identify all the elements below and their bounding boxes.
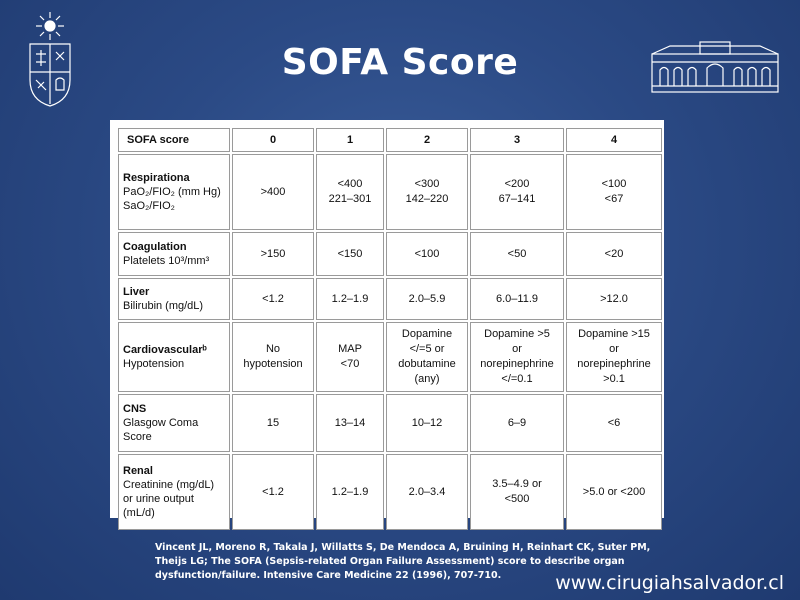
table-row [118,454,662,530]
table-header-row [118,128,662,152]
score-cell [470,454,564,530]
score-criteria-text: <1.2 [262,485,284,498]
score-criteria-text: MAP [338,343,362,355]
score-criteria-text: 67–141 [498,193,536,205]
score-criteria-text: 2.0–5.9 [408,292,446,305]
score-criteria-text: </=0.1 [501,373,533,385]
measure-label: Glasgow Coma [123,417,199,429]
score-criteria-text: <67 [604,193,624,205]
measure-label: (mL/d) [123,507,155,519]
score-cell [316,394,384,452]
score-criteria-text: <200 [504,178,530,190]
score-cell [470,322,564,392]
score-cell [386,454,468,530]
score-cell [386,394,468,452]
score-criteria-text: Dopamine [401,328,453,340]
score-criteria-text: 1.2–1.9 [331,485,369,498]
score-cell [232,454,314,530]
score-criteria-text: >400 [260,185,286,198]
citation-text: Vincent JL, Moreno R, Takala J, Willatts S, De Mendoca A, Bruining H, Reinhart CK, Suter PM, Theijs LG; The SOFA (Sepsis-related Organ Failure Assessment) score to describe organ dysfunction/failure. Intensive Care Medicine 22 (1996), 707-710. [155,542,651,581]
score-cell [386,322,468,392]
table-row [118,322,662,392]
score-cell [566,394,662,452]
measure-label: or urine output [123,493,194,505]
score-cell [232,278,314,320]
score-criteria-text: 1.2–1.9 [331,292,369,305]
score-criteria-text: >12.0 [600,292,628,305]
score-cell [316,232,384,276]
organ-system-name: Liver [123,286,150,298]
score-criteria-text: 13–14 [334,416,366,429]
score-criteria-text: Dopamine >15 [578,328,650,340]
score-cell [316,454,384,530]
table-row [118,278,662,320]
score-cell [232,394,314,452]
table-row [118,394,662,452]
score-criteria-text: 142–220 [405,193,449,205]
measure-label: Bilirubin (mg/dL) [123,300,204,312]
score-cell [386,232,468,276]
score-cell [470,394,564,452]
score-criteria-text: <150 [337,247,363,260]
organ-system-cell [118,154,230,230]
organ-system-cell [118,322,230,392]
score-cell [566,154,662,230]
header-cell: 4 [566,128,662,152]
score-criteria-text: <50 [507,247,527,260]
score-criteria-text: No [265,343,281,355]
score-criteria-text: >5.0 or <200 [582,485,646,498]
score-criteria-text: 221–301 [328,193,372,205]
page-title: SOFA Score [281,42,519,83]
score-cell [316,322,384,392]
score-cell [232,232,314,276]
table-row [118,154,662,230]
score-criteria-text: dobutamine [398,358,456,370]
score-criteria-text: or [609,343,619,355]
organ-system-name: Renal [123,465,153,477]
score-cell [470,154,564,230]
measure-label: Platelets 10³/mm³ [123,255,210,267]
score-criteria-text: <300 [414,178,440,190]
score-criteria-text: (any) [414,373,440,385]
measure-label: PaO₂/FIO₂ (mm Hg) [123,186,221,198]
score-criteria-text: </=5 or [409,343,445,355]
score-criteria-text: <500 [504,493,530,505]
score-criteria-text: 10–12 [411,416,443,429]
header-cell: 3 [470,128,564,152]
header-cell: 2 [386,128,468,152]
score-criteria-text: <6 [607,416,621,429]
score-criteria-text: <100 [601,178,627,190]
sofa-score-table [116,126,664,532]
score-criteria-text: norepinephrine [577,358,651,370]
organ-system-cell [118,394,230,452]
measure-label: SaO₂/FIO₂ [123,200,175,212]
score-cell [566,454,662,530]
measure-label: Creatinine (mg/dL) [123,479,215,491]
organ-system-cell [118,232,230,276]
header-cell: 1 [316,128,384,152]
score-cell [566,278,662,320]
score-criteria-text: <100 [414,247,440,260]
score-criteria-text: 6.0–11.9 [495,292,538,305]
score-cell [316,154,384,230]
header-cell: SOFA score [118,128,230,152]
organ-system-cell [118,278,230,320]
organ-system-cell [118,454,230,530]
header-cell: 0 [232,128,314,152]
score-criteria-text: <20 [604,247,624,260]
score-criteria-text: <70 [340,358,360,370]
organ-system-name: Respirationa [123,172,190,184]
score-cell [470,278,564,320]
score-criteria-text: 3.5–4.9 or [492,478,542,490]
organ-system-name: Cardiovascularᵇ [123,344,207,356]
score-cell [316,278,384,320]
score-criteria-text: >150 [260,247,286,260]
score-criteria-text: 15 [266,416,280,429]
score-criteria-text: Dopamine >5 [484,328,550,340]
organ-system-name: Coagulation [123,241,187,253]
website-url: www.cirugiahsalvador.cl [555,572,784,594]
score-criteria-text: <1.2 [262,292,284,305]
measure-label: Hypotension [123,358,185,370]
score-cell [386,278,468,320]
score-criteria-text: or [512,343,522,355]
score-cell [386,154,468,230]
score-cell [566,322,662,392]
score-criteria-text: 6–9 [507,416,527,429]
measure-label: Score [123,431,152,443]
score-criteria-text: <400 [337,178,363,190]
hospital-building-logo [650,40,780,95]
table-row [118,232,662,276]
score-criteria-text: >0.1 [603,373,625,385]
score-cell [470,232,564,276]
score-cell [232,154,314,230]
organ-system-name: CNS [123,403,147,415]
score-cell [232,322,314,392]
score-criteria-text: norepinephrine [480,358,554,370]
score-criteria-text: 2.0–3.4 [408,485,446,498]
score-cell [566,232,662,276]
score-criteria-text: hypotension [243,358,303,370]
sofa-table-panel [110,120,664,518]
